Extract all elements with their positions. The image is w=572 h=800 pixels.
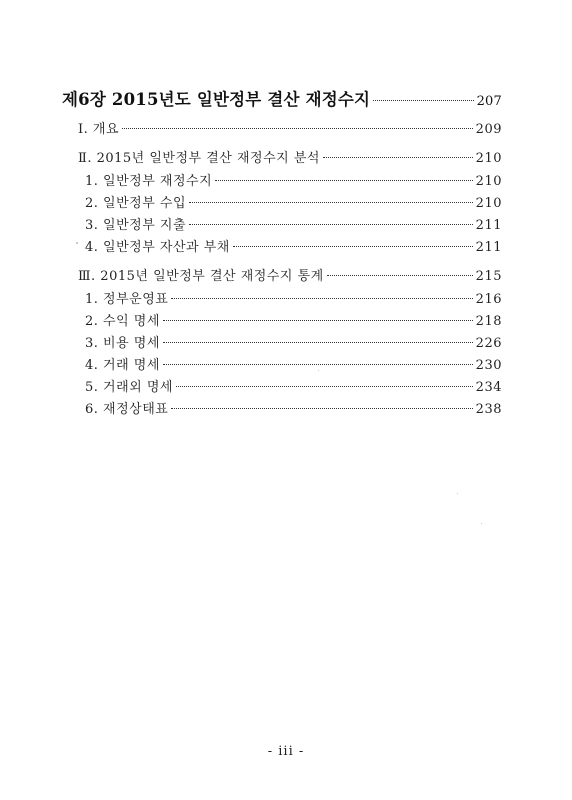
scan-speck	[76, 242, 78, 244]
toc-label: Ⅱ. 2015년 일반정부 결산 재정수지 분석	[78, 151, 320, 166]
toc-page-number: 218	[475, 314, 502, 329]
dot-leader	[176, 386, 473, 387]
toc-subsection	[85, 310, 502, 329]
dot-leader	[373, 100, 473, 101]
dot-leader	[323, 157, 473, 158]
toc-subsection	[85, 236, 502, 255]
toc-subsection	[85, 170, 502, 189]
dot-leader	[171, 298, 472, 299]
toc-label: 6. 재정상태표	[85, 402, 169, 417]
dot-leader	[233, 246, 473, 247]
scan-speck	[481, 523, 482, 524]
dot-leader	[122, 128, 473, 129]
toc-label: Ⅲ. 2015년 일반정부 결산 재정수지 통계	[78, 269, 324, 284]
dot-leader	[189, 202, 473, 203]
dot-leader	[163, 320, 473, 321]
toc-page-number: 215	[475, 269, 502, 284]
toc-subsection	[85, 214, 502, 233]
toc-label: 1. 일반정부 재정수지	[85, 174, 213, 189]
toc-label: 5. 거래외 명세	[85, 380, 173, 395]
toc-label: 2. 수익 명세	[85, 314, 160, 329]
toc-label: 3. 일반정부 지출	[85, 218, 187, 233]
toc-label: 3. 비용 명세	[85, 336, 160, 351]
toc-label: 4. 일반정부 자산과 부채	[85, 240, 230, 255]
toc-page-number: 226	[475, 336, 502, 351]
dot-leader	[171, 408, 472, 409]
toc-page-number: 209	[475, 122, 502, 137]
dot-leader	[163, 364, 473, 365]
toc-subsection	[85, 332, 502, 351]
toc-page-number: 211	[475, 218, 502, 233]
toc-section-overview	[78, 118, 502, 137]
toc-page-number: 211	[475, 240, 502, 255]
toc-page-number: 210	[475, 196, 502, 211]
chapter-title: 제6장 2015년도 일반정부 결산 재정수지	[62, 90, 371, 109]
scan-speck	[318, 370, 319, 371]
toc-page-number: 230	[475, 358, 502, 373]
toc-section-analysis	[78, 147, 502, 166]
toc-subsection	[85, 354, 502, 373]
toc-subsection	[85, 376, 502, 395]
toc-chapter-entry	[62, 86, 502, 110]
dot-leader	[215, 180, 473, 181]
toc-page-number: 216	[475, 292, 502, 307]
dot-leader	[327, 275, 473, 276]
toc-page-number: 238	[475, 402, 502, 417]
toc-subsection	[85, 398, 502, 417]
dot-leader	[189, 224, 473, 225]
toc-label: Ⅰ. 개요	[78, 122, 120, 137]
dot-leader	[163, 342, 473, 343]
scan-speck	[457, 493, 458, 494]
toc-page-number: 210	[475, 174, 502, 189]
toc-page-number: 234	[475, 380, 502, 395]
toc-subsection	[85, 192, 502, 211]
toc-section-statistics	[78, 265, 502, 284]
page-number-footer: - iii -	[267, 744, 305, 759]
toc-subsection	[85, 288, 502, 307]
toc-label: 2. 일반정부 수입	[85, 196, 187, 211]
toc-page-number: 210	[475, 151, 502, 166]
toc-label: 1. 정부운영표	[85, 292, 169, 307]
chapter-page-number: 207	[476, 94, 502, 109]
toc-label: 4. 거래 명세	[85, 358, 160, 373]
